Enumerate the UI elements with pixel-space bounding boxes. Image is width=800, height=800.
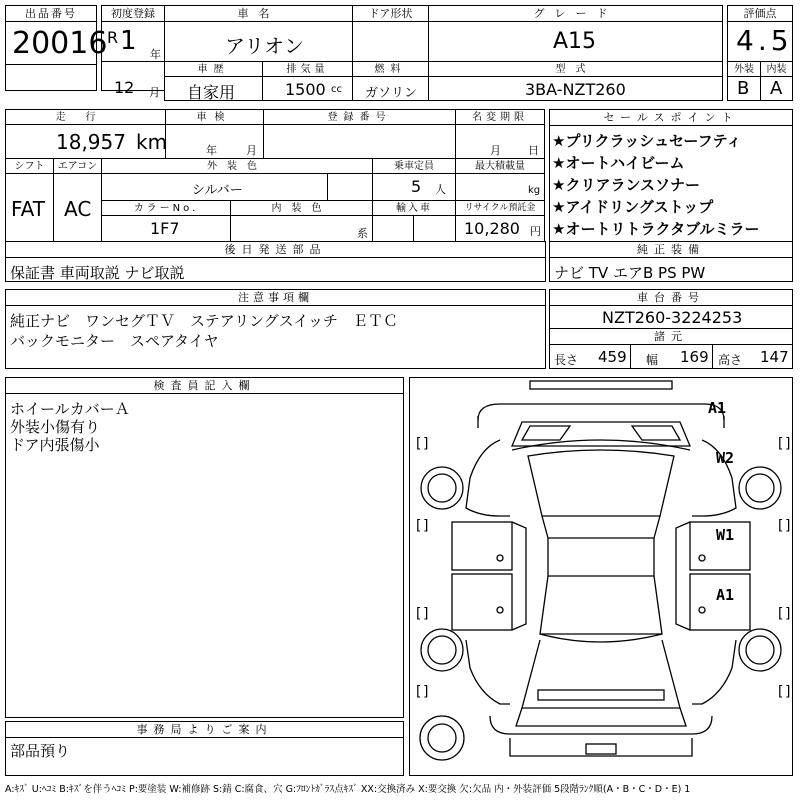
capacity-label: 乗車定員 [373, 159, 455, 174]
exterior-color-label: 外装色 [102, 159, 372, 174]
name-change-month-unit: 月 [490, 144, 501, 157]
era-value: R [107, 28, 119, 47]
length-label: 長さ [554, 353, 579, 367]
recycle-label: リサイクル預託金 [456, 201, 544, 216]
office-label: 事務局よりご案内 [6, 722, 403, 738]
registration-number-cell [263, 109, 456, 159]
specs-box [549, 328, 793, 369]
svg-text:[: [ [776, 606, 785, 622]
history-value: 自家用 [187, 83, 236, 102]
inspector-line-2: 外装小傷有り [10, 418, 101, 436]
grade-cell [428, 5, 723, 62]
width-value: 169 [680, 348, 709, 366]
interior-color-unit: 系 [357, 227, 368, 240]
capacity-cell [372, 158, 456, 201]
sales-point-item: ★クリアランスソナー [552, 176, 700, 194]
inspection-label: 車検 [166, 110, 263, 125]
history-cell [164, 61, 263, 101]
svg-text:[: [ [414, 436, 423, 452]
aircon-label: エアコン [54, 159, 101, 174]
fuel-label: 燃料 [353, 62, 428, 77]
sales-points-box [549, 109, 793, 242]
inspection-cell [165, 109, 264, 159]
notes-line-1: 純正ナビ ワンセグＴＶ ステアリングスイッチ ＥＴＣ [10, 312, 399, 330]
chassis-label: 車台番号 [550, 290, 792, 306]
inspector-line-3: ドア内張傷小 [10, 436, 100, 454]
legend-text: A:ｷｽﾞ U:ﾍｺﾐ B:ｷｽﾞを伴うﾍｺﾐ P:要塗装 W:補修跡 S:錆 C:腐食、穴 G:ﾌﾛﾝﾄｶﾞﾗｽ点ｷｽﾞ XX:交換済み X:要交換 欠:欠品 内・外装評価 5段階ﾗﾝｸ順(A・B・C・D・E) 1 [5, 784, 691, 795]
svg-text:[: [ [414, 606, 423, 622]
name-change-cell [455, 109, 545, 159]
svg-text:[: [ [414, 684, 423, 700]
month-unit: 月 [149, 86, 160, 99]
displacement-unit: cc [331, 84, 342, 95]
genuine-equipment-label: 純正装備 [550, 242, 792, 258]
first-registration-label: 初度登録 [102, 6, 164, 22]
capacity-value: 5 [411, 177, 422, 196]
svg-text:]: ] [784, 606, 792, 622]
later-parts-box [5, 241, 546, 282]
history-label: 車歴 [165, 62, 262, 77]
shift-value: FAT [11, 197, 46, 221]
damage-mark-4: A1 [716, 586, 735, 604]
grade-value: A15 [553, 29, 597, 54]
model-value: 3BA-NZT260 [525, 80, 626, 99]
name-change-day-unit: 日 [528, 144, 539, 157]
mileage-cell [5, 109, 166, 159]
exterior-score-value: B [737, 78, 750, 99]
width-label: 幅 [646, 353, 659, 367]
interior-score-cell [760, 61, 793, 101]
year-unit: 年 [150, 48, 161, 61]
svg-text:]: ] [784, 518, 792, 534]
svg-text:]: ] [784, 436, 792, 452]
color-number-value: 1F7 [150, 219, 180, 238]
chassis-box [549, 289, 793, 329]
displacement-cell [262, 61, 353, 101]
score-cell [727, 5, 793, 62]
mileage-unit: km [136, 130, 168, 154]
exterior-color-value: シルバー [192, 183, 243, 198]
registration-number-label: 登録番号 [264, 110, 455, 125]
svg-text:[: [ [776, 684, 785, 700]
svg-text:]: ] [784, 684, 792, 700]
svg-text:]: ] [422, 518, 431, 534]
color-number-label: カラーNo. [102, 201, 230, 216]
door-cell [352, 5, 429, 62]
car-name-value: アリオン [225, 34, 304, 58]
genuine-equipment-box [549, 241, 793, 282]
interior-score-label: 内装 [761, 62, 792, 77]
inspection-month-unit: 月 [246, 144, 257, 157]
sales-points-label: セールスポイント [550, 110, 792, 126]
import-cell [372, 200, 456, 242]
svg-text:[: [ [776, 518, 785, 534]
office-box [5, 721, 404, 776]
svg-text:[: [ [414, 518, 423, 534]
name-change-label: 名変期限 [456, 110, 544, 125]
max-load-cell [455, 158, 545, 201]
exterior-color-cell [101, 158, 373, 201]
genuine-equipment-value: ナビ TV エアB PS PW [554, 264, 706, 282]
exterior-score-label: 外装 [728, 62, 760, 77]
specs-label: 諸元 [550, 329, 792, 345]
exterior-score-cell [727, 61, 761, 101]
recycle-value: 10,280 [464, 219, 520, 238]
chassis-value: NZT260-3224253 [602, 308, 743, 327]
later-parts-value: 保証書 車両取説 ナビ取説 [10, 264, 185, 282]
svg-text:]: ] [422, 684, 431, 700]
sales-point-item: ★オートハイビーム [552, 154, 685, 172]
fuel-value: ガソリン [365, 86, 418, 101]
notes-line-2: バックモニター スペアタイヤ [10, 332, 219, 350]
lot-number-value: 20016 [12, 26, 108, 61]
car-diagram [410, 378, 792, 775]
lot-number-cell [5, 5, 108, 91]
car-name-cell [164, 5, 353, 62]
displacement-value: 1500 [285, 80, 326, 99]
first-registration-month-cell [101, 61, 165, 99]
sales-point-item: ★アイドリングストップ [552, 198, 714, 216]
max-load-label: 最大積載量 [456, 159, 544, 174]
model-cell [428, 61, 723, 101]
car-name-label: 車名 [165, 6, 352, 22]
height-label: 高さ [718, 353, 743, 367]
displacement-label: 排気量 [263, 62, 352, 77]
car-diagram-box [409, 377, 793, 776]
svg-text:]: ] [422, 436, 431, 452]
import-label: 輸入車 [373, 201, 455, 216]
aircon-cell [53, 158, 102, 242]
aircon-value: AC [64, 197, 92, 221]
first-registration-cell [101, 5, 165, 62]
interior-color-label: 内装色 [231, 201, 372, 216]
sales-point-item: ★プリクラッシュセーフティ [552, 132, 742, 150]
length-value: 459 [598, 348, 627, 366]
height-value: 147 [760, 348, 789, 366]
inspector-line-1: ホイールカバーＡ [10, 400, 130, 418]
svg-text:[: [ [776, 436, 785, 452]
notes-label: 注意事項欄 [6, 290, 545, 306]
interior-score-value: A [770, 78, 783, 99]
sales-point-item: ★オートリトラクタブルミラー [552, 220, 760, 238]
month-value: 12 [114, 78, 135, 97]
fuel-cell [352, 61, 429, 101]
grade-label: グレード [429, 6, 722, 22]
interior-color-cell [230, 200, 373, 242]
inspector-label: 検査員記入欄 [6, 378, 403, 394]
svg-text:]: ] [422, 606, 431, 622]
score-value: 4.5 [736, 24, 793, 57]
year-value: 1 [120, 26, 137, 56]
lot-number-label: 出品番号 [6, 6, 96, 22]
shift-cell [5, 158, 54, 242]
recycle-unit: 円 [530, 225, 541, 238]
later-parts-label: 後日発送部品 [6, 242, 545, 258]
inspector-box [5, 377, 404, 718]
color-number-cell [101, 200, 231, 242]
mileage-value: 18,957 [56, 130, 126, 154]
office-value: 部品預り [10, 742, 71, 760]
score-label: 評価点 [728, 6, 792, 22]
inspection-year-unit: 年 [206, 144, 217, 157]
capacity-unit: 人 [435, 183, 446, 196]
notes-box [5, 289, 546, 369]
damage-mark-3: W1 [716, 526, 735, 544]
damage-mark-2: W2 [716, 449, 735, 467]
damage-mark-1: A1 [708, 399, 727, 417]
mileage-label: 走行 [6, 110, 165, 125]
door-label: ドア形状 [353, 6, 428, 22]
model-label: 型式 [429, 62, 722, 77]
shift-label: シフト [6, 159, 53, 174]
max-load-unit: kg [528, 185, 541, 196]
recycle-cell [455, 200, 545, 242]
